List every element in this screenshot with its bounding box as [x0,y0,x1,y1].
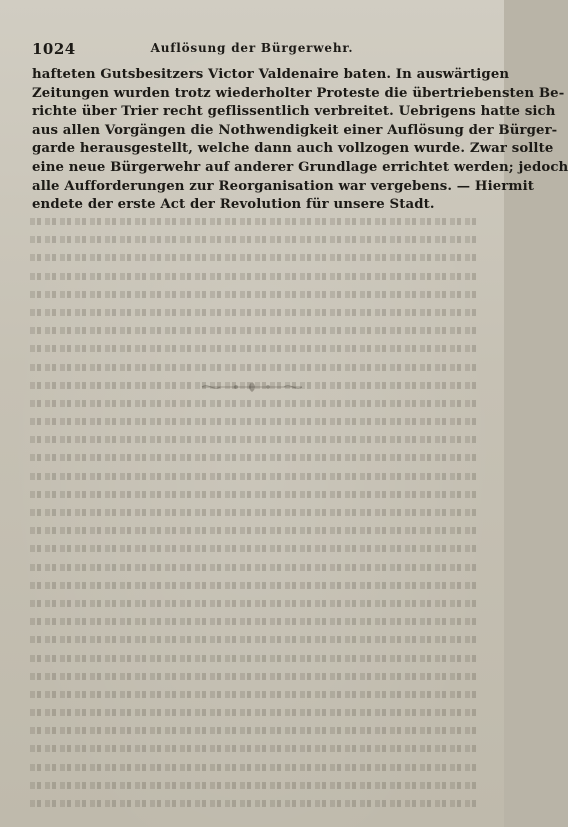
text-line: eine neue Bürgerwehr auf anderer Grundlage errichtet werden; jedoch [32,159,568,175]
ornament-icon [196,380,308,394]
text-line: endete der erste Act der Revolution für unsere Stadt. [32,197,435,213]
body-paragraph [32,66,568,215]
text-line: Zeitungen wurden trotz wiederholter Proteste die übertriebensten Be- [32,85,565,101]
text-line: richte über Trier recht geflissentlich verbreitet. Uebrigens hatte sich [32,104,556,120]
text-line: aus allen Vorgängen die Nothwendigkeit einer Auflösung der Bürger- [32,122,558,138]
show-through-text [28,212,476,797]
text-line: hafteten Gutsbesitzers Victor Valdenaire baten. In auswärtigen [32,67,510,82]
running-head: Auflösung der Bürgerwehr. [150,41,354,55]
page-number: 1024 [32,40,76,58]
page-header [32,40,472,64]
text-line: alle Aufforderungen zur Reorganisation war vergebens. — Hiermit [32,178,534,194]
text-line: garde herausgestellt, welche dann auch vollzogen wurde. Zwar sollte [32,141,554,157]
